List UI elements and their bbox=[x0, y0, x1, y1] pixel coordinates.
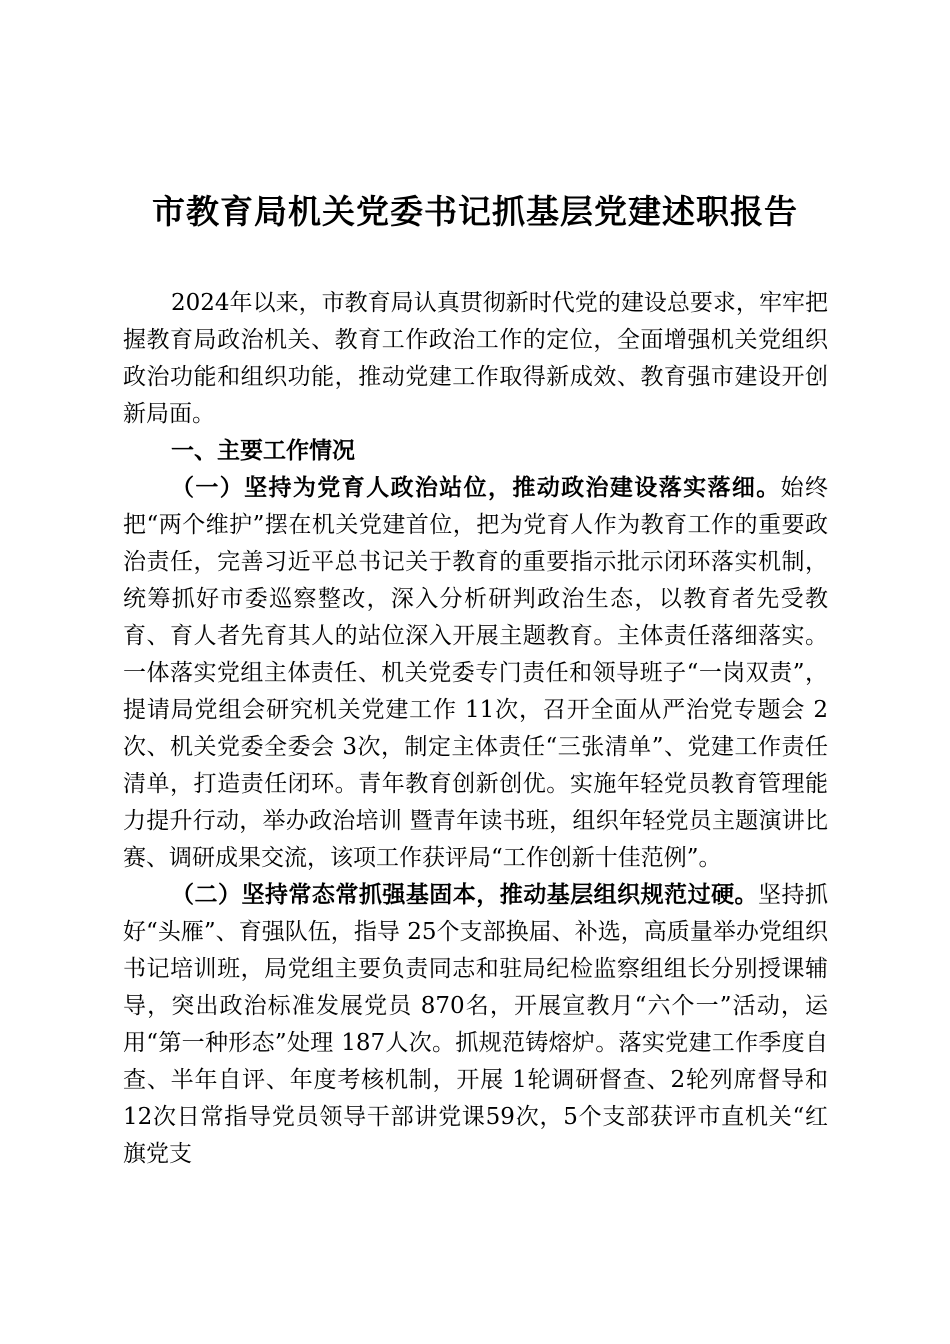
section-item-2 bbox=[123, 877, 828, 1173]
section-item-1-text: 始终把“两个维护”摆在机关党建首位，把为党育人作为教育工作的重要政治责任，完善习近平总书记关于教育的重要指示批示闭环落实机制，统筹抓好市委巡察整改，深入分析研判政治生态，以教育者先受教育、育人者先育其人的站位深入开展主题教育。主体责任落细落实。一体落实党组主体责任、机关党委专门责任和领导班子“一岗双责”，提请局党组会研究机关党建工作 11次，召开全面从严治党专题会 2次、机关党委全委会 3次，制定主体责任“三张清单”、党建工作责任清单，打造责任闭环。青年教育创新创优。实施年轻党员教育管理能力提升行动，举办政治培训 暨青年读书班，组织年轻党员主题演讲比赛、调研成果交流，该项工作获评局“工作创新十佳范例”。 bbox=[123, 475, 829, 871]
section-item-1 bbox=[123, 470, 828, 877]
document-body bbox=[123, 285, 828, 1173]
section-item-1-lead: （一）坚持为党育人政治站位，推动政治建设落实落细。 bbox=[171, 475, 781, 501]
section-item-2-text: 坚持抓好“头雁”、育强队伍，指导 25个支部换届、补选，高质量举办党组织书记培训班，局党组主要负责同志和驻局纪检监察组组长分别授课辅导，突出政治标准发展党员 870名，开展宣教月“六个一”活动，运用“第一种形态”处理 187人次。抓规范铸熔炉。落实党建工作季度自查、半年自评、年度考核机制，开展 1轮调研督查、2轮列席督导和12次日常指导党员领导干部讲党课59次，5个支部获评市直机关“红旗党支 bbox=[123, 882, 829, 1167]
section-heading: 一、主要工作情况 bbox=[171, 438, 355, 464]
section-item-2-lead: （二）坚持常态常抓强基固本，推动基层组织规范过硬。 bbox=[171, 882, 759, 908]
document-title: 市教育局机关党委书记抓基层党建述职报告 bbox=[152, 192, 798, 231]
intro-paragraph: 2024年以来，市教育局认真贯彻新时代党的建设总要求，牢牢把握教育局政治机关、教育工作政治工作的定位，全面增强机关党组织政治功能和组织功能，推动党建工作取得新成效、教育强市建设开创新局面。 bbox=[123, 290, 828, 427]
